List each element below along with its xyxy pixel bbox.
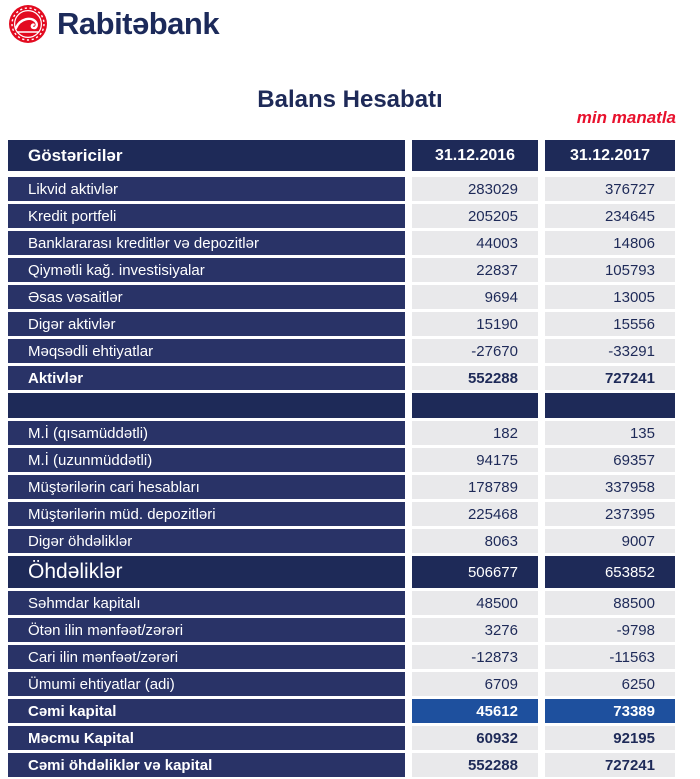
column-gap (405, 645, 412, 669)
row-label: M.İ (uzunmüddətli) (8, 448, 405, 472)
column-gap (538, 421, 545, 445)
rabitabank-logo-icon (8, 4, 48, 44)
value-2017: 92195 (545, 726, 675, 750)
table-row (8, 475, 675, 499)
value-2016: 225468 (412, 502, 538, 526)
brand-header (8, 4, 219, 44)
column-gap (405, 285, 412, 309)
column-gap (538, 339, 545, 363)
row-label: M.İ (qısamüddətli) (8, 421, 405, 445)
column-gap (538, 475, 545, 499)
row-label: Digər aktivlər (8, 312, 405, 336)
column-gap (405, 204, 412, 228)
value-2016: 48500 (412, 591, 538, 615)
column-gap (405, 502, 412, 526)
row-label: Müştərilərin cari hesabları (8, 475, 405, 499)
balance-table (8, 140, 675, 777)
column-gap (405, 618, 412, 642)
row-label: Cəmi kapital (8, 699, 405, 723)
column-gap (405, 699, 412, 723)
column-gap (538, 448, 545, 472)
value-2017: 88500 (545, 591, 675, 615)
value-2017: 337958 (545, 475, 675, 499)
table-row (8, 285, 675, 309)
value-2016: 45612 (412, 699, 538, 723)
column-gap (538, 753, 545, 777)
value-2017: 234645 (545, 204, 675, 228)
value-2017: 6250 (545, 672, 675, 696)
column-gap (405, 258, 412, 282)
column-gap (405, 140, 412, 171)
column-gap (405, 366, 412, 390)
column-gap (538, 502, 545, 526)
table-row (8, 753, 675, 777)
value-2016: 94175 (412, 448, 538, 472)
row-label: Öhdəliklər (8, 556, 405, 588)
table-row (8, 312, 675, 336)
column-gap (405, 529, 412, 553)
value-2016: 205205 (412, 204, 538, 228)
column-gap (538, 393, 545, 418)
column-gap (405, 591, 412, 615)
table-row (8, 393, 675, 418)
column-gap (538, 366, 545, 390)
value-2016: 178789 (412, 475, 538, 499)
table-header-row (8, 140, 675, 171)
column-gap (538, 285, 545, 309)
column-gap (405, 556, 412, 588)
value-2017: 15556 (545, 312, 675, 336)
table-row (8, 177, 675, 201)
row-label: Aktivlər (8, 366, 405, 390)
value-2017: 135 (545, 421, 675, 445)
table-row (8, 231, 675, 255)
column-gap (405, 726, 412, 750)
column-gap (405, 231, 412, 255)
value-2016: 506677 (412, 556, 538, 588)
value-2016: 60932 (412, 726, 538, 750)
row-label: Məcmu Kapital (8, 726, 405, 750)
value-2017: 727241 (545, 753, 675, 777)
value-2016: 552288 (412, 753, 538, 777)
header-date-2017: 31.12.2017 (545, 140, 675, 171)
value-2017: 13005 (545, 285, 675, 309)
column-gap (538, 231, 545, 255)
column-gap (405, 393, 412, 418)
table-row (8, 726, 675, 750)
table-row (8, 591, 675, 615)
column-gap (405, 448, 412, 472)
value-2017: 69357 (545, 448, 675, 472)
table-row (8, 618, 675, 642)
value-2017: 727241 (545, 366, 675, 390)
table-row (8, 421, 675, 445)
value-2016 (412, 393, 538, 418)
value-2017: -11563 (545, 645, 675, 669)
value-2017: -9798 (545, 618, 675, 642)
header-indicators-label: Göstəricilər (8, 140, 405, 171)
column-gap (538, 258, 545, 282)
column-gap (538, 645, 545, 669)
row-label: Ümumi ehtiyatlar (adi) (8, 672, 405, 696)
page-title: Balans Hesabatı (257, 86, 443, 113)
column-gap (405, 177, 412, 201)
value-2016: 552288 (412, 366, 538, 390)
row-label: Müştərilərin müd. depozitləri (8, 502, 405, 526)
table-row (8, 502, 675, 526)
column-gap (405, 421, 412, 445)
value-2016: 3276 (412, 618, 538, 642)
table-row (8, 204, 675, 228)
table-row (8, 529, 675, 553)
row-label: Banklararası kreditlər və depozitlər (8, 231, 405, 255)
row-label: Cəmi öhdəliklər və kapital (8, 753, 405, 777)
table-body (8, 177, 675, 777)
row-label: Məqsədli ehtiyatlar (8, 339, 405, 363)
column-gap (538, 204, 545, 228)
table-row (8, 258, 675, 282)
row-label: Əsas vəsaitlər (8, 285, 405, 309)
row-label (8, 393, 405, 418)
value-2016: 6709 (412, 672, 538, 696)
row-label: Ötən ilin mənfəət/zərəri (8, 618, 405, 642)
value-2017: 105793 (545, 258, 675, 282)
column-gap (538, 699, 545, 723)
value-2017: 73389 (545, 699, 675, 723)
value-2017: 237395 (545, 502, 675, 526)
value-2016: 44003 (412, 231, 538, 255)
value-2016: -27670 (412, 339, 538, 363)
column-gap (538, 672, 545, 696)
column-gap (405, 339, 412, 363)
row-label: Səhmdar kapitalı (8, 591, 405, 615)
table-row (8, 645, 675, 669)
table-row (8, 448, 675, 472)
column-gap (538, 591, 545, 615)
unit-note: min manatla (576, 108, 676, 127)
value-2017 (545, 393, 675, 418)
value-2016: 22837 (412, 258, 538, 282)
value-2016: 15190 (412, 312, 538, 336)
row-label: Digər öhdəliklər (8, 529, 405, 553)
value-2016: 283029 (412, 177, 538, 201)
value-2017: 14806 (545, 231, 675, 255)
column-gap (538, 140, 545, 171)
value-2016: 182 (412, 421, 538, 445)
column-gap (405, 312, 412, 336)
value-2017: 653852 (545, 556, 675, 588)
column-gap (405, 753, 412, 777)
row-label: Qiymətli kağ. investisiyalar (8, 258, 405, 282)
column-gap (405, 475, 412, 499)
table-row (8, 699, 675, 723)
value-2017: -33291 (545, 339, 675, 363)
value-2017: 9007 (545, 529, 675, 553)
value-2016: 8063 (412, 529, 538, 553)
column-gap (538, 312, 545, 336)
column-gap (538, 726, 545, 750)
column-gap (538, 618, 545, 642)
value-2017: 376727 (545, 177, 675, 201)
table-row (8, 339, 675, 363)
row-label: Kredit portfeli (8, 204, 405, 228)
brand-name: Rabitəbank (57, 6, 220, 41)
column-gap (538, 177, 545, 201)
column-gap (538, 556, 545, 588)
column-gap (405, 672, 412, 696)
column-gap (538, 529, 545, 553)
table-row (8, 366, 675, 390)
row-label: Likvid aktivlər (8, 177, 405, 201)
row-label: Cari ilin mənfəət/zərəri (8, 645, 405, 669)
header-date-2016: 31.12.2016 (412, 140, 538, 171)
table-row (8, 556, 675, 588)
value-2016: 9694 (412, 285, 538, 309)
value-2016: -12873 (412, 645, 538, 669)
table-row (8, 672, 675, 696)
